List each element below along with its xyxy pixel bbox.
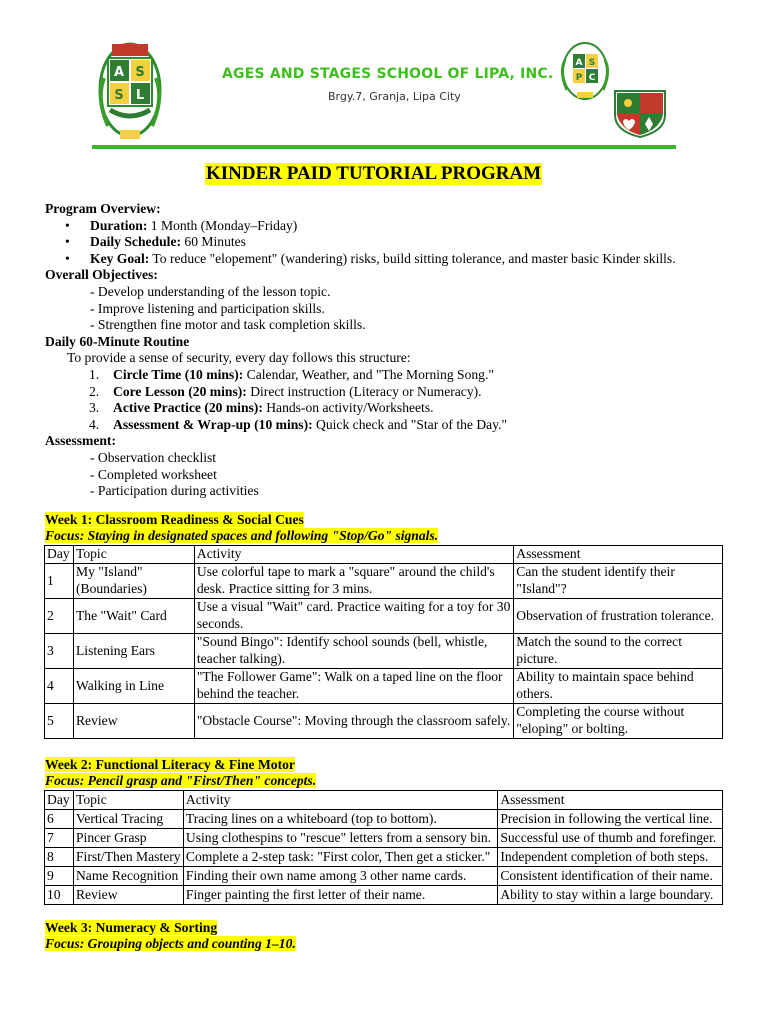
table-cell: Pincer Grasp <box>73 829 183 848</box>
logo-letter: L <box>135 88 145 103</box>
list-item: - Completed worksheet <box>90 466 217 482</box>
table-cell: "The Follower Game": Walk on a taped line on the floor behind the teacher. <box>194 669 513 704</box>
column-header: Topic <box>73 546 194 564</box>
table-header-row <box>45 791 723 810</box>
table-cell: 1 <box>45 564 74 599</box>
logo-letter: P <box>575 73 583 83</box>
list-item: - Participation during activities <box>90 483 259 499</box>
week3-focus: Focus: Grouping objects and counting 1–10. <box>45 936 296 951</box>
table-cell: Match the sound to the correct picture. <box>514 634 723 669</box>
item-label: Duration: <box>90 217 148 233</box>
assessment-heading: Assessment: <box>45 433 116 449</box>
table-row <box>45 886 723 905</box>
item-text: Hands-on activity/Worksheets. <box>262 400 434 416</box>
list-item: - Observation checklist <box>90 449 217 465</box>
table-cell: Complete a 2-step task: "First color, Then get a sticker." <box>183 848 497 867</box>
objectives-heading: Overall Objectives: <box>45 267 158 283</box>
step-number: 4. <box>89 416 100 432</box>
table-cell: 8 <box>45 848 74 867</box>
logo-letter: A <box>113 65 125 80</box>
logo-letter: S <box>588 58 596 68</box>
logo-letter: C <box>588 73 596 83</box>
column-header: Assessment <box>498 791 723 810</box>
bullet-icon: • <box>65 250 70 266</box>
week1-title: Week 1: Classroom Readiness & Social Cues <box>45 512 304 527</box>
table-cell: Using clothespins to "rescue" letters from a sensory bin. <box>183 829 497 848</box>
table-cell: The "Wait" Card <box>73 599 194 634</box>
table-cell: Observation of frustration tolerance. <box>514 599 723 634</box>
table-cell: Review <box>73 886 183 905</box>
bullet-icon: • <box>65 217 70 233</box>
item-label: Key Goal: <box>90 250 150 266</box>
table-cell: Ability to stay within a large boundary. <box>498 886 723 905</box>
step-number: 1. <box>89 366 100 382</box>
list-item <box>45 234 725 251</box>
table-row <box>45 810 723 829</box>
page-title: KINDER PAID TUTORIAL PROGRAM <box>206 163 542 184</box>
overview-heading: Program Overview: <box>45 201 161 216</box>
logo-letter: S <box>135 65 145 80</box>
table-row <box>45 829 723 848</box>
column-header: Day <box>45 546 74 564</box>
table-cell: 2 <box>45 599 74 634</box>
item-label: Daily Schedule: <box>90 234 182 250</box>
table-row <box>45 564 723 599</box>
table-cell: Completing the course without "eloping" or bolting. <box>514 704 723 739</box>
table-cell: Vertical Tracing <box>73 810 183 829</box>
table-row <box>45 848 723 867</box>
table-cell: Use colorful tape to mark a "square" around the child's desk. Practice sitting for 3 mins. <box>194 564 513 599</box>
step-number: 2. <box>89 383 100 399</box>
table-cell: "Obstacle Course": Moving through the classroom safely. <box>194 704 513 739</box>
table-cell: 4 <box>45 669 74 704</box>
item-text: Quick check and "Star of the Day." <box>312 416 508 432</box>
list-item: - Improve listening and participation skills. <box>90 300 325 316</box>
table-header-row <box>45 546 723 564</box>
item-text: 1 Month (Monday–Friday) <box>147 217 298 233</box>
item-label: Circle Time (10 mins): <box>113 366 244 382</box>
table-cell: 6 <box>45 810 74 829</box>
table-cell: Consistent identification of their name. <box>498 867 723 886</box>
school-name: AGES AND STAGES SCHOOL OF LIPA, INC. <box>222 66 554 82</box>
table-cell: 9 <box>45 867 74 886</box>
week1-focus: Focus: Staying in designated spaces and following "Stop/Go" signals. <box>45 528 439 543</box>
table-cell: First/Then Mastery <box>73 848 183 867</box>
table-cell: Listening Ears <box>73 634 194 669</box>
department-shield <box>611 85 669 139</box>
table-row <box>45 634 723 669</box>
table-cell: Review <box>73 704 194 739</box>
column-header: Topic <box>73 791 183 810</box>
item-text: Calendar, Weather, and "The Morning Song." <box>243 366 494 382</box>
school-address: Brgy.7, Granja, Lipa City <box>328 90 461 103</box>
list-item <box>45 384 725 401</box>
table-cell: Finding their own name among 3 other name cards. <box>183 867 497 886</box>
item-label: Core Lesson (20 mins): <box>113 383 247 399</box>
table-cell: Tracing lines on a whiteboard (top to bottom). <box>183 810 497 829</box>
list-item <box>45 218 725 235</box>
table-cell: Name Recognition <box>73 867 183 886</box>
header-divider <box>92 145 676 149</box>
table-cell: "Sound Bingo": Identify school sounds (bell, whistle, teacher talking). <box>194 634 513 669</box>
table-cell: 7 <box>45 829 74 848</box>
list-item <box>45 367 725 384</box>
logo-letter: A <box>575 58 583 68</box>
item-label: Assessment & Wrap-up (10 mins): <box>113 416 313 432</box>
table-cell: Finger painting the first letter of their name. <box>183 886 497 905</box>
table-cell: Ability to maintain space behind others. <box>514 669 723 704</box>
table-row <box>45 704 723 739</box>
school-logo-left <box>94 38 166 148</box>
list-item <box>45 251 725 268</box>
table-cell: Can the student identify their "Island"? <box>514 564 723 599</box>
table-cell: 5 <box>45 704 74 739</box>
letterhead <box>0 0 768 160</box>
table-cell: Successful use of thumb and forefinger. <box>498 829 723 848</box>
step-number: 3. <box>89 400 100 416</box>
table-cell: Use a visual "Wait" card. Practice waiting for a toy for 30 seconds. <box>194 599 513 634</box>
item-label: Active Practice (20 mins): <box>113 400 263 416</box>
bullet-icon: • <box>65 234 70 250</box>
column-header: Assessment <box>514 546 723 564</box>
list-item: - Develop understanding of the lesson topic. <box>90 283 331 299</box>
week1-table <box>44 545 723 739</box>
table-cell: 3 <box>45 634 74 669</box>
item-text: Direct instruction (Literacy or Numeracy). <box>246 383 482 399</box>
logo-letter: S <box>114 88 124 103</box>
table-cell: Precision in following the vertical line. <box>498 810 723 829</box>
program-content <box>45 201 725 500</box>
table-cell: Independent completion of both steps. <box>498 848 723 867</box>
table-row <box>45 669 723 704</box>
list-item <box>45 417 725 434</box>
table-row <box>45 599 723 634</box>
routine-intro: To provide a sense of security, every day follows this structure: <box>67 350 411 366</box>
table-cell: My "Island" (Boundaries) <box>73 564 194 599</box>
week2-title: Week 2: Functional Literacy & Fine Motor <box>45 757 295 772</box>
item-text: 60 Minutes <box>181 234 246 250</box>
list-item: - Strengthen fine motor and task completion skills. <box>90 317 366 333</box>
list-item <box>45 400 725 417</box>
routine-heading: Daily 60-Minute Routine <box>45 333 190 349</box>
table-cell: 10 <box>45 886 74 905</box>
column-header: Activity <box>194 546 513 564</box>
item-text: To reduce "elopement" (wandering) risks, build sitting tolerance, and master basic Kinder skills. <box>149 250 676 266</box>
column-header: Day <box>45 791 74 810</box>
table-row <box>45 867 723 886</box>
week3-title: Week 3: Numeracy & Sorting <box>45 920 218 935</box>
column-header: Activity <box>183 791 497 810</box>
school-logo-right <box>559 40 611 102</box>
week2-focus: Focus: Pencil grasp and "First/Then" concepts. <box>45 773 317 788</box>
table-cell: Walking in Line <box>73 669 194 704</box>
week2-table <box>44 790 723 905</box>
